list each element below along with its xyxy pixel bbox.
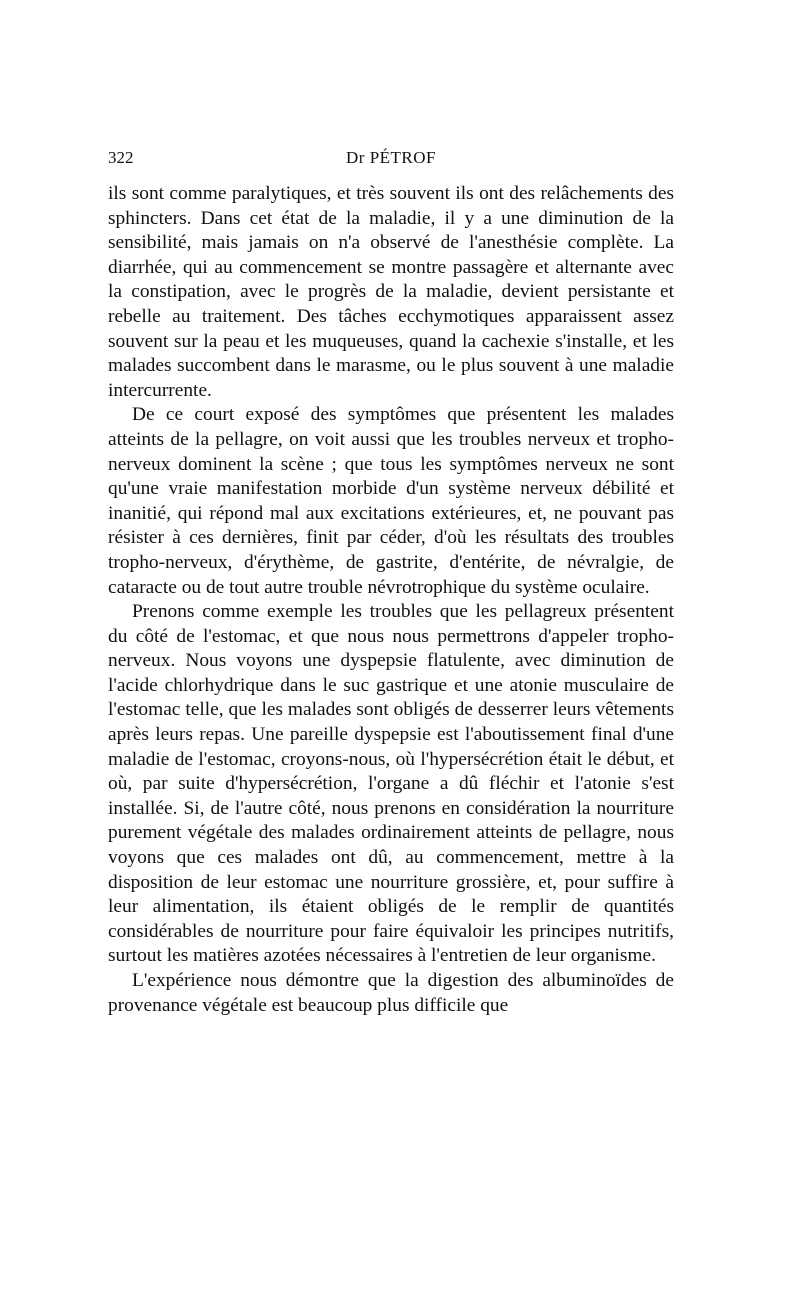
paragraph: De ce court exposé des symptômes que présentent les malades atteints de la pellagre, on voit aussi que les troubles nerveux et tropho-nerveux dominent la scène ; que tous les symptômes nerveux ne sont qu'une vraie manifestation morbide d'un système nerveux débilité et inanitié, qui répond mal aux excitations extérieures, et, ne pouvant pas résister à ces dernières, finit par céder, d'où les résultats des troubles tropho-nerveux, d'érythème, de gastrite, d'entérite, de névralgie, de cataracte ou de tout autre trouble névrotrophique du système oculaire. — [108, 404, 674, 598]
running-head: Dr PÉTROF — [346, 148, 436, 167]
page-header — [108, 148, 674, 172]
paragraph-continuation: ils sont comme paralytiques, et très souvent ils ont des relâchements des sphincters. Dans cet état de la maladie, il y a une diminution de la sensibilité, mais jamais on n'a observé de l'anesthésie complète. La diarrhée, qui au commencement se montre passagère et alternante avec la constipation, avec le progrès de la maladie, devient persistante et rebelle au traitement. Des tâches ecchymotiques apparaissent assez souvent sur la peau et les muqueuses, quand la cachexie s'installe, et les malades succombent dans le marasme, ou le plus souvent à une maladie intercurrente. — [108, 183, 674, 401]
paragraph: L'expérience nous démontre que la digestion des albuminoïdes de provenance végétale est beaucoup plus difficile que — [108, 970, 674, 1016]
body-text — [108, 182, 674, 1018]
paragraph: Prenons comme exemple les troubles que les pellagreux présentent du côté de l'estomac, et que nous nous permettrons d'appeler tropho-nerveux. Nous voyons une dyspepsie flatulente, avec diminution de l'acide chlorhydrique dans le suc gastrique et une atonie musculaire de l'estomac telle, que les malades sont obligés de desserrer leurs vêtements après leurs repas. Une pareille dyspepsie est l'aboutissement final d'une maladie de l'estomac, croyons-nous, où l'hypersécrétion était le début, et où, par suite d'hypersécrétion, l'organe a dû fléchir et l'atonie s'est installée. Si, de l'autre côté, nous prenons en considération la nourriture purement végétale des malades ordinairement atteints de pellagre, nous voyons que ces malades ont dû, au commencement, mettre à la disposition de leur estomac une nourriture grossière, et, pour suffire à leur alimentation, ils étaient obligés de le remplir de quantités considérables de nourriture pour faire équivaloir les principes nutritifs, surtout les matières azotées nécessaires à l'entretien de leur organisme. — [108, 601, 674, 967]
page-number: 322 — [108, 148, 134, 167]
